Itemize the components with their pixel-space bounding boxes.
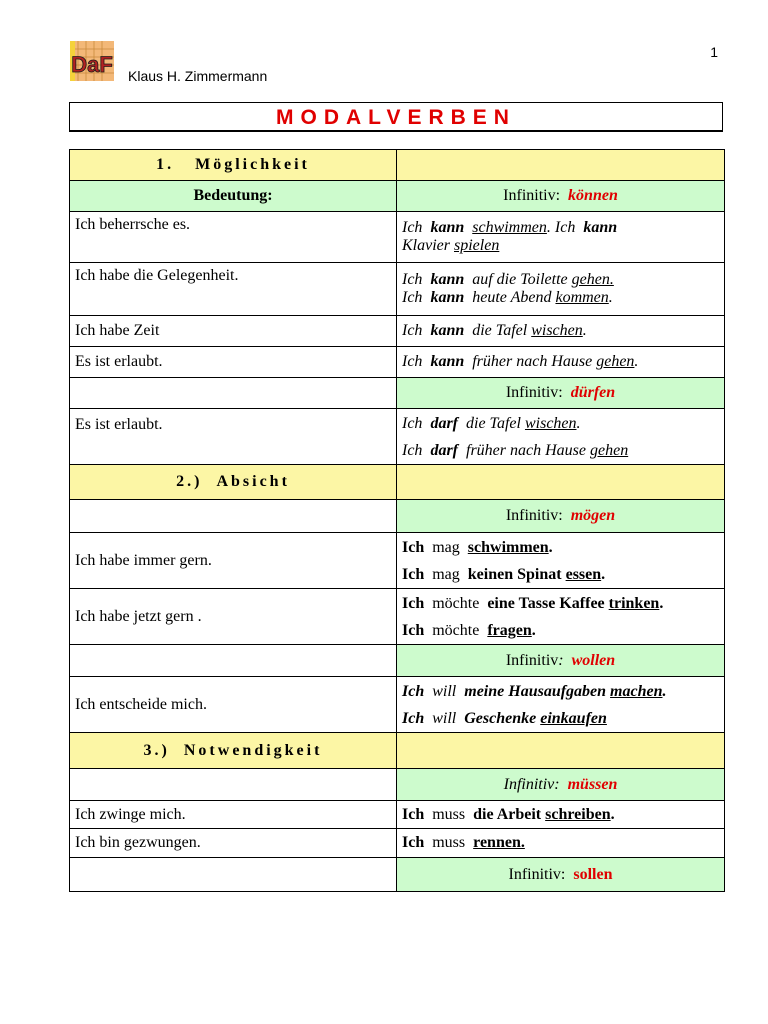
- empty-cell: [70, 500, 397, 533]
- example-cell: Ich darf die Tafel wischen. Ich darf früher nach Hause gehen: [397, 409, 725, 465]
- section-row: [70, 733, 725, 769]
- meaning-cell: Es ist erlaubt.: [70, 409, 397, 465]
- example-cell: Ich muss die Arbeit schreiben.: [397, 801, 725, 829]
- meaning-cell: Ich habe jetzt gern .: [70, 589, 397, 645]
- empty-cell: [70, 858, 397, 892]
- example-cell: Ich kann früher nach Hause gehen.: [397, 347, 725, 378]
- header-row: [70, 769, 725, 801]
- empty-cell: [70, 769, 397, 801]
- section-empty-cell: [397, 733, 725, 769]
- example-cell: Ich mag schwimmen. Ich mag keinen Spinat essen.: [397, 533, 725, 589]
- table-row: [70, 677, 725, 733]
- infinitiv-header-moegen: Infinitiv: mögen: [397, 500, 725, 533]
- meaning-cell: Ich habe immer gern.: [70, 533, 397, 589]
- example-cell: Ich will meine Hausaufgaben machen. Ich will Geschenke einkaufen: [397, 677, 725, 733]
- meaning-cell: Ich zwinge mich.: [70, 801, 397, 829]
- header-row: [70, 181, 725, 212]
- meaning-cell: Ich habe Zeit: [70, 316, 397, 347]
- section-heading-absicht: 2.) Absicht: [70, 465, 397, 500]
- infinitiv-header-sollen: Infinitiv: sollen: [397, 858, 725, 892]
- table-row: [70, 801, 725, 829]
- meaning-cell: Ich bin gezwungen.: [70, 829, 397, 858]
- meaning-cell: Ich beherrsche es.: [70, 212, 397, 263]
- header-row: [70, 500, 725, 533]
- example-cell: Ich kann auf die Toilette gehen. Ich kann heute Abend kommen.: [397, 263, 725, 316]
- table-row: [70, 347, 725, 378]
- header-row: [70, 645, 725, 677]
- meaning-cell: Ich habe die Gelegenheit.: [70, 263, 397, 316]
- empty-cell: [70, 378, 397, 409]
- table-row: [70, 316, 725, 347]
- empty-cell: [70, 645, 397, 677]
- table-row: [70, 212, 725, 263]
- table-row: [70, 589, 725, 645]
- section-empty-cell: [397, 465, 725, 500]
- example-cell: Ich kann die Tafel wischen.: [397, 316, 725, 347]
- infinitiv-header-duerfen: Infinitiv: dürfen: [397, 378, 725, 409]
- table-row: [70, 829, 725, 858]
- example-cell: Ich muss rennen.: [397, 829, 725, 858]
- section-row: [70, 465, 725, 500]
- meaning-cell: Es ist erlaubt.: [70, 347, 397, 378]
- page-title: MODALVERBEN: [69, 102, 723, 132]
- infinitiv-header-koennen: Infinitiv: können: [397, 181, 725, 212]
- infinitiv-header-wollen: Infinitiv: wollen: [397, 645, 725, 677]
- modal-verbs-table: [69, 149, 725, 892]
- infinitiv-header-muessen: Infinitiv: müssen: [397, 769, 725, 801]
- meaning-cell: Ich entscheide mich.: [70, 677, 397, 733]
- table-row: [70, 263, 725, 316]
- table-row: [70, 409, 725, 465]
- bedeutung-header: Bedeutung:: [70, 181, 397, 212]
- header-row: [70, 858, 725, 892]
- page-number: 1: [710, 44, 718, 60]
- example-cell: Ich möchte eine Tasse Kaffee trinken. Ich möchte fragen.: [397, 589, 725, 645]
- section-empty-cell: [397, 150, 725, 181]
- section-heading-notwendigkeit: 3.) Notwendigkeit: [70, 733, 397, 769]
- daf-logo: [70, 41, 114, 81]
- section-heading-moeglichkeit: 1. Möglichkeit: [70, 150, 397, 181]
- section-row: [70, 150, 725, 181]
- header-row: [70, 378, 725, 409]
- svg-text:DaF: DaF: [71, 52, 113, 77]
- table-row: [70, 533, 725, 589]
- author-name: Klaus H. Zimmermann: [128, 68, 268, 84]
- example-cell: Ich kann schwimmen. Ich kann Klavier spielen: [397, 212, 725, 263]
